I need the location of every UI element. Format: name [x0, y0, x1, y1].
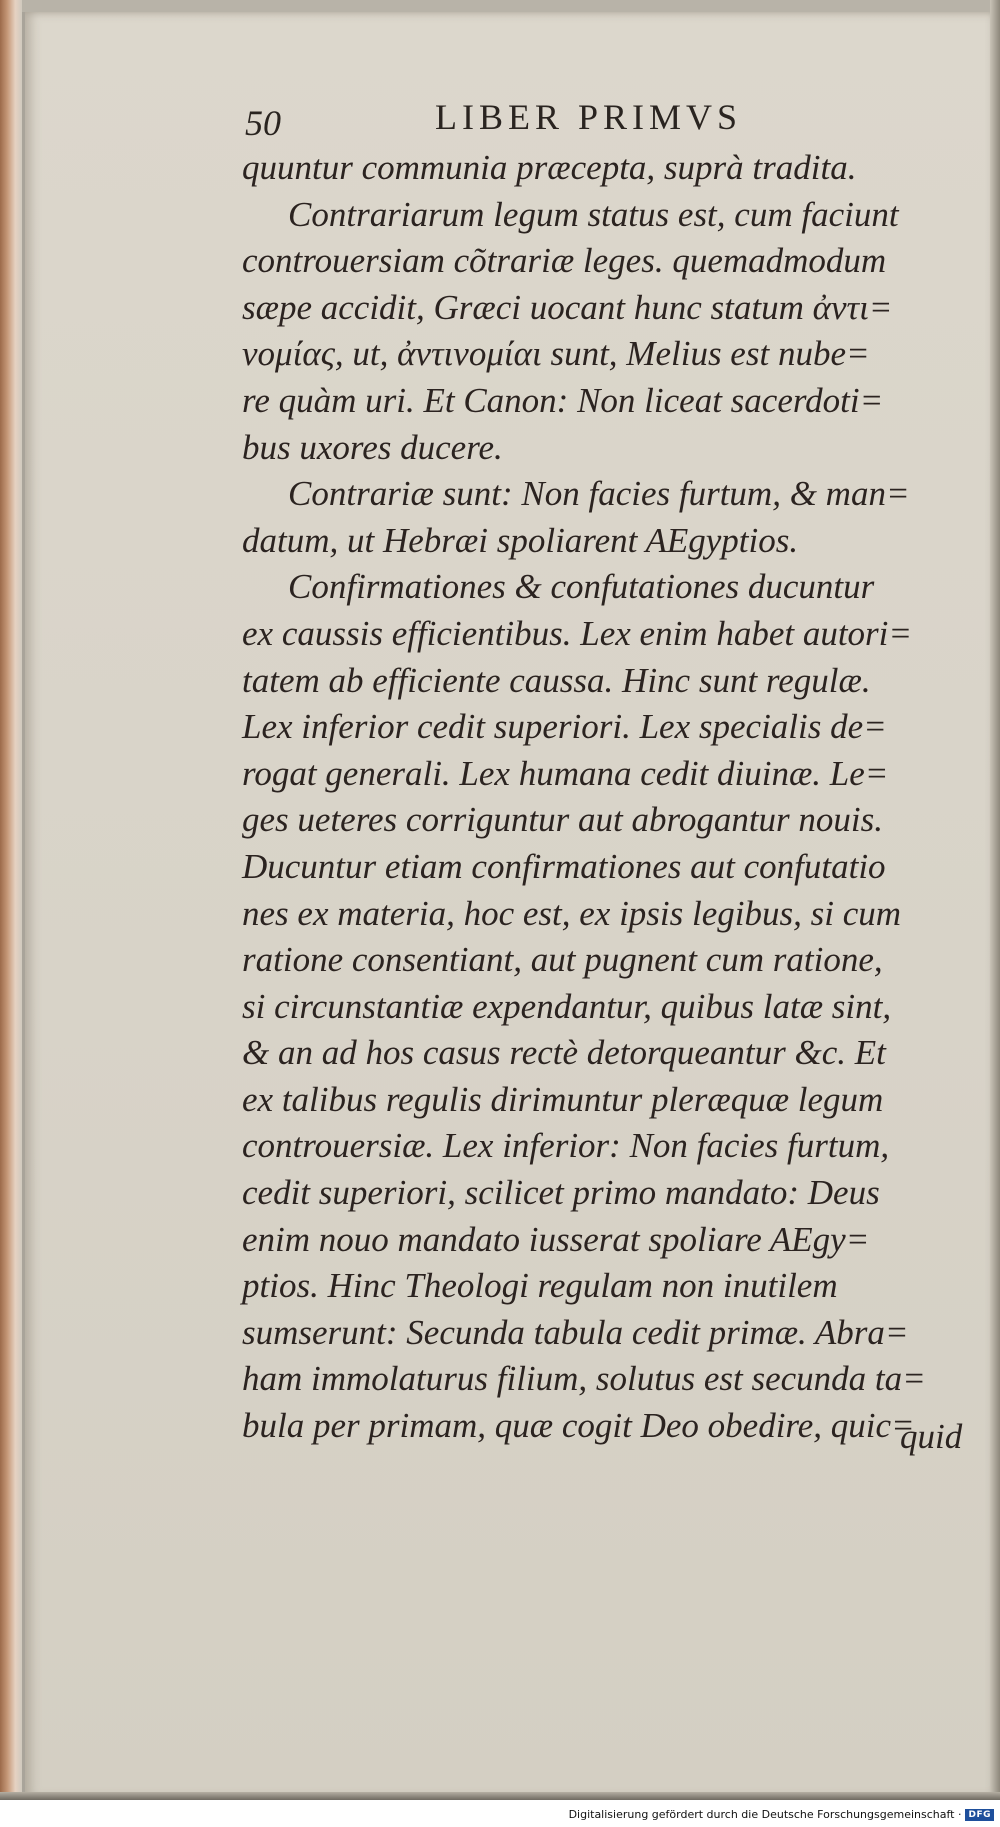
text-line: & an ad hos casus rectè detorqueantur &c. Et [242, 1033, 886, 1073]
text-line: ptios. Hinc Theologi regulam non inutilem [242, 1266, 838, 1306]
text-line: cedit superiori, scilicet primo mandato: Deus [242, 1173, 880, 1213]
text-line: sumserunt: Secunda tabula cedit primæ. Abra= [242, 1312, 909, 1352]
text-line: bus uxores ducere. [242, 427, 503, 467]
page-number: 50 [245, 103, 281, 143]
text-line: Confirmationes & confutationes ducuntur [288, 567, 875, 607]
text-line: rogat generali. Lex humana cedit diuinæ. Le= [242, 753, 889, 793]
dfg-logo: DFG [965, 1809, 994, 1821]
text-line: nes ex materia, hoc est, ex ipsis legibus, si cum [242, 893, 902, 933]
page-bottom-edge [0, 1792, 1000, 1800]
text-line: sæpe accidit, Græci uocant hunc statum ἀντι= [242, 287, 893, 327]
text-line: νομίας, ut, ἀντινομίαι sunt, Melius est nube= [242, 334, 870, 374]
text-line: ex talibus regulis dirimuntur pleræquæ legum [242, 1079, 884, 1119]
text-line: bula per primam, quæ cogit Deo obedire, quic= [242, 1406, 915, 1446]
text-line: enim nouo mandato iusserat spoliare AEgy= [242, 1219, 870, 1259]
text-line: Contrariæ sunt: Non facies furtum, & man= [288, 474, 910, 514]
text-line: datum, ut Hebræi spoliarent AEgyptios. [242, 520, 799, 560]
body-text [242, 145, 990, 1450]
text-line: Ducuntur etiam confirmationes aut confutatio [242, 846, 886, 886]
text-line: ham immolaturus filium, solutus est secunda ta= [242, 1359, 926, 1399]
page-right-edge [990, 0, 1000, 1800]
credit-text: Digitalisierung gefördert durch die Deutsche Forschungsgemeinschaft · [568, 1808, 962, 1821]
digitization-credit [569, 1808, 994, 1821]
text-line: controuersiam cõtrariæ leges. quemadmodum [242, 241, 887, 281]
text-line: Lex inferior cedit superiori. Lex specialis de= [242, 707, 887, 747]
text-line: controuersiæ. Lex inferior: Non facies furtum, [242, 1126, 890, 1166]
text-line: Contrariarum legum status est, cum faciunt [288, 194, 899, 234]
text-line: quuntur communia præcepta, suprà tradita. [242, 148, 857, 187]
running-head: LIBER PRIMVS [435, 97, 743, 137]
text-line: ex caussis efficientibus. Lex enim habet autori= [242, 613, 913, 653]
text-line: re quàm uri. Et Canon: Non liceat sacerdoti= [242, 380, 884, 420]
book-spine-edge [0, 0, 22, 1800]
text-line: ratione consentiant, aut pugnent cum ratione, [242, 940, 883, 980]
text-line: tatem ab efficiente caussa. Hinc sunt regulæ. [242, 660, 871, 700]
catchword: quid [900, 1417, 963, 1456]
text-line: si circunstantiæ expendantur, quibus latæ sint, [242, 986, 892, 1026]
text-line: ges ueteres corriguntur aut abrogantur nouis. [242, 800, 884, 840]
